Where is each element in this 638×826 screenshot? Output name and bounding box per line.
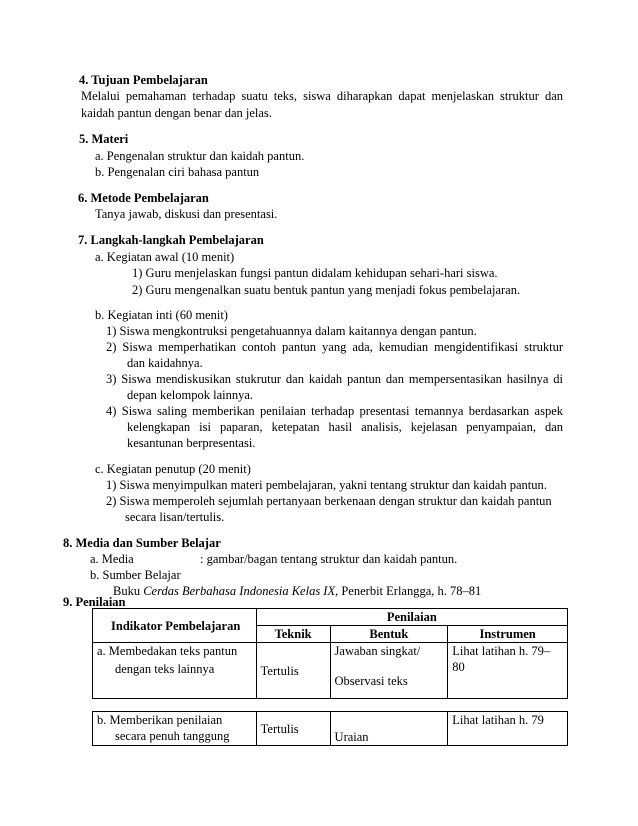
row2-teknik: Tertulis [256, 712, 330, 746]
book-title: Cerdas Berbahasa Indonesia Kelas IX [143, 584, 336, 598]
book-suffix: , Penerbit Erlangga, h. 78–81 [335, 584, 482, 598]
kegiatan-awal-item-2: 2) Guru mengenalkan suatu bentuk pantun yang menjadi fokus pembelajaran. [132, 283, 521, 297]
media-value: : gambar/bagan tentang struktur dan kaidah pantun. [200, 552, 458, 566]
section-5-item-b: b. Pengenalan ciri bahasa pantun [95, 165, 260, 179]
kegiatan-penutup-item-1: 1) Siswa menyimpulkan materi pembelajaran, yakni tentang struktur dan kaidah pantun. [106, 478, 547, 492]
kegiatan-penutup-item-2-line-2: secara lisan/tertulis. [125, 510, 225, 524]
kegiatan-penutup-item-2-line-1: 2) Siswa memperoleh sejumlah pertanyaan berkenaan dengan struktur dan kaidah pantun [106, 494, 552, 508]
header-indikator: Indikator Pembelajaran [93, 609, 257, 643]
kegiatan-inti-item-1: 1) Siswa mengkontruksi pengetahuannya dalam kaitannya dengan pantun. [106, 324, 477, 338]
row1-bentuk-line-1: Jawaban singkat/ [334, 644, 421, 658]
kegiatan-inti-item-4-line-3: kesantunan berpresentasi. [127, 436, 256, 450]
sumber-belajar-label: b. Sumber Belajar [90, 568, 181, 582]
row2-indikator-line-2: secara penuh tanggung [115, 729, 230, 743]
table-row [93, 712, 568, 746]
kegiatan-awal-title: a. Kegiatan awal (10 menit) [95, 250, 235, 264]
row2-bentuk: Uraian [330, 712, 448, 746]
header-penilaian: Penilaian [256, 609, 567, 626]
table-row [93, 643, 568, 699]
row1-indikator [93, 643, 257, 699]
penilaian-table-continued [92, 711, 568, 746]
media-label: a. Media [90, 552, 134, 566]
section-7-heading: 7. Langkah-langkah Pembelajaran [78, 233, 264, 247]
kegiatan-inti-item-3-line-2: depan kelompok lainnya. [127, 388, 254, 402]
row1-teknik: Tertulis [256, 643, 330, 699]
section-5-heading: 5. Materi [79, 132, 129, 146]
row1-instrumen-line-2: 80 [452, 660, 465, 674]
row1-instrumen-line-1: Lihat latihan h. 79– [452, 644, 551, 658]
section-6-heading: 6. Metode Pembelajaran [78, 191, 209, 205]
header-bentuk: Bentuk [330, 626, 448, 643]
row1-instrumen [448, 643, 568, 699]
header-teknik: Teknik [256, 626, 330, 643]
kegiatan-inti-item-2-line-1: 2) Siswa memperhatikan contoh pantun yang ada, kemudian mengidentifikasi struktur [106, 340, 563, 354]
book-prefix: Buku [113, 584, 144, 598]
kegiatan-inti-item-3-line-1: 3) Siswa mendiskusikan stukrutur dan kaidah pantun dan mempersentasikan hasilnya di [106, 372, 563, 386]
header-instrumen: Instrumen [448, 626, 568, 643]
penilaian-table [92, 608, 568, 699]
row1-bentuk [330, 643, 448, 699]
section-8-heading: 8. Media dan Sumber Belajar [63, 536, 221, 550]
section-5-item-a: a. Pengenalan struktur dan kaidah pantun. [95, 149, 305, 163]
kegiatan-inti-title: b. Kegiatan inti (60 menit) [95, 308, 228, 322]
book-reference [113, 583, 481, 599]
row2-instrumen: Lihat latihan h. 79 [448, 712, 568, 746]
kegiatan-awal-item-1: 1) Guru menjelaskan fungsi pantun didalam kehidupan sehari-hari siswa. [132, 266, 498, 280]
row1-indikator-line-1: a. Membedakan teks pantun [97, 644, 238, 658]
section-4-text-line-2: kaidah pantun dengan benar dan jelas. [81, 106, 272, 120]
section-4-heading: 4. Tujuan Pembelajaran [79, 73, 208, 87]
kegiatan-penutup-title: c. Kegiatan penutup (20 menit) [95, 462, 251, 476]
row1-bentuk-line-2: Observasi teks [334, 674, 408, 688]
section-9-heading: 9. Penilaian [63, 595, 126, 609]
row1-indikator-line-2: dengan teks lainnya [115, 662, 215, 676]
row2-indikator-line-1: b. Memberikan penilaian [97, 713, 223, 727]
kegiatan-inti-item-4-line-2: kelengkapan isi paparan, ketepatan hasil analisis, kejelasan penyampaian, dan [127, 420, 563, 434]
kegiatan-inti-item-4-line-1: 4) Siswa saling memberikan penilaian terhadap presentasi temannya berdasarkan aspek [106, 404, 563, 418]
section-4-text-line-1: Melalui pemahaman terhadap suatu teks, siswa diharapkan dapat menjelaskan struktur dan [81, 89, 563, 103]
row2-indikator [93, 712, 257, 746]
section-6-text: Tanya jawab, diskusi dan presentasi. [95, 207, 278, 221]
kegiatan-inti-item-2-line-2: dan kaidahnya. [127, 356, 203, 370]
